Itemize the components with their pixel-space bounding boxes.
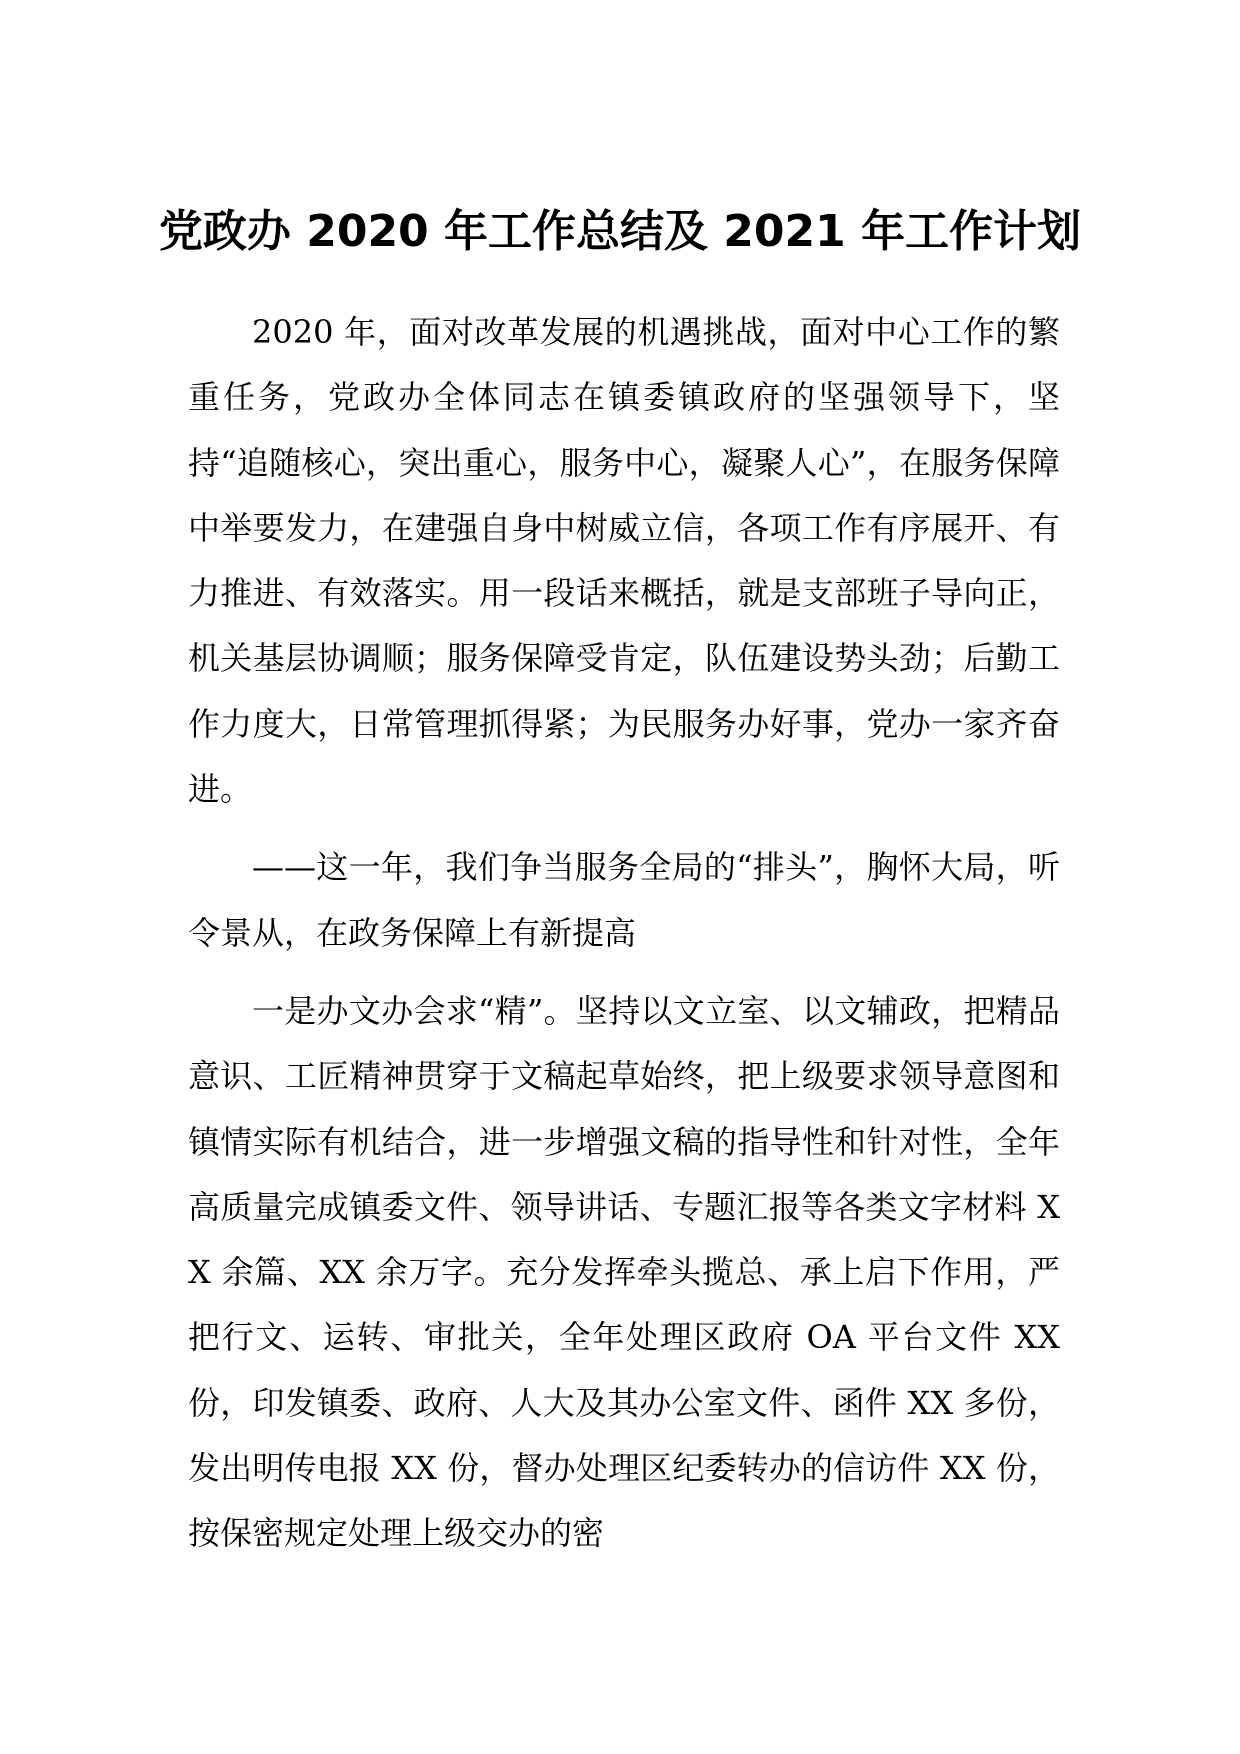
document-title: 党政办 2020 年工作总结及 2021 年工作计划: [158, 206, 1082, 257]
paragraph-intro: 2020 年，面对改革发展的机遇挑战，面对中心工作的繁重任务，党政办全体同志在镇委镇政府的坚强领导下，坚持“追随核心，突出重心，服务中心，凝聚人心”，在服务保障中举要发力，在建强自身中树威立信，各项工作有序展开、有力推进、有效落实。用一段话来概括，就是支部班子导向正，机关基层协调顺；服务保障受肯定，队伍建设势头劲；后勤工作力度大，日常管理抓得紧；为民服务办好事，党办一家齐奋进。: [188, 313, 1060, 809]
paragraph-item-one: 一是办文办会求“精”。坚持以文立室、以文辅政，把精品意识、工匠精神贯穿于文稿起草始终，把上级要求领导意图和镇情实际有机结合，进一步增强文稿的指导性和针对性，全年高质量完成镇委文件、领导讲话、专题汇报等各类文字材料 XX 余篇、XX 余万字。充分发挥牵头揽总、承上启下作用，严把行文、运转、审批关，全年处理区政府 OA 平台文件 XX 份，印发镇委、政府、人大及其办公室文件、函件 XX 多份，发出明传电报 XX 份，督办处理区纪委转办的信访件 XX 份，按保密规定处理上级交办的密: [188, 991, 1060, 1553]
document-body: [188, 300, 1060, 1567]
paragraph-section-heading: ——这一年，我们争当服务全局的“排头”，胸怀大局，听令景从，在政务保障上有新提高: [188, 848, 1060, 952]
